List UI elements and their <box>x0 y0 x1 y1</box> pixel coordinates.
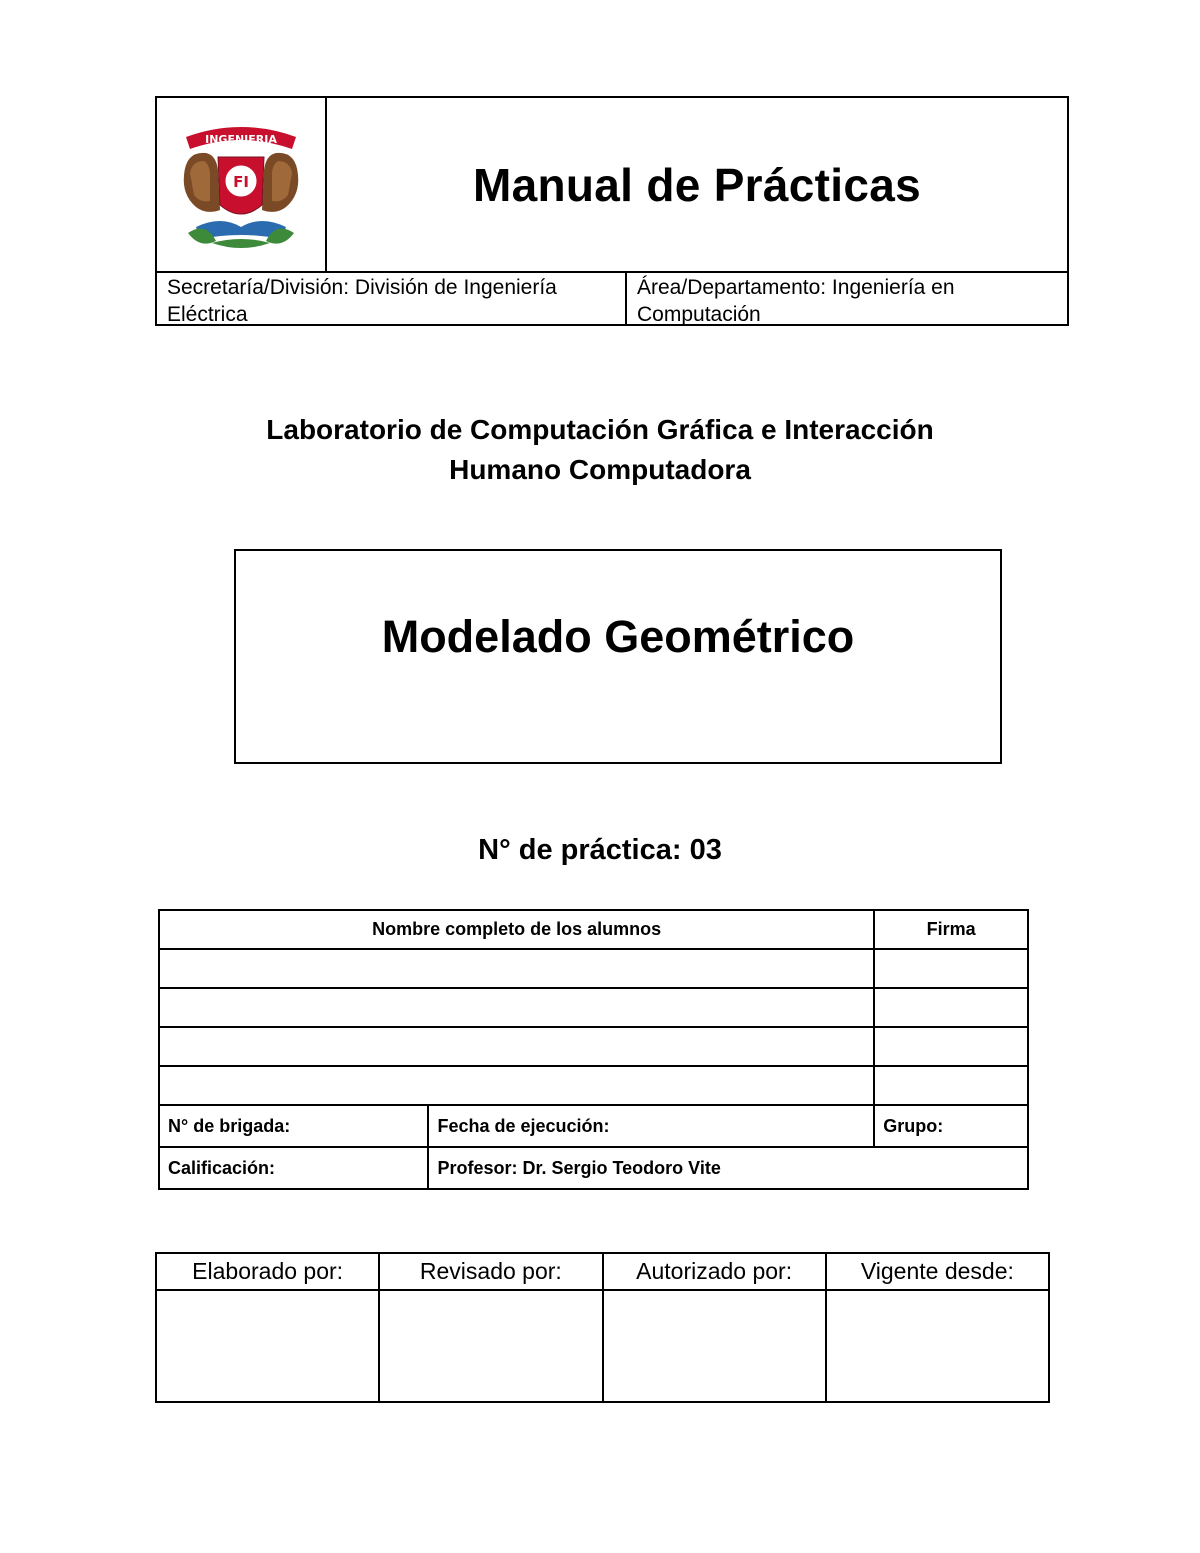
elaborated-by-header: Elaborado por: <box>156 1253 379 1290</box>
student-signature-cell[interactable] <box>874 1066 1028 1105</box>
student-signature-cell[interactable] <box>874 949 1028 988</box>
student-name-cell[interactable] <box>159 1066 874 1105</box>
logo-banner-text: INGENIERIA <box>205 132 277 146</box>
header-table <box>155 96 1069 326</box>
topic-box <box>234 549 1002 764</box>
student-name-cell[interactable] <box>159 949 874 988</box>
brigade-row <box>159 1105 1028 1147</box>
student-name-cell[interactable] <box>159 988 874 1027</box>
student-row <box>159 949 1028 988</box>
laboratory-title-line2: Humano Computadora <box>449 454 751 485</box>
student-name-cell[interactable] <box>159 1027 874 1066</box>
signature-header: Firma <box>874 910 1028 949</box>
area-departamento: Área/Departamento: Ingeniería en Computación <box>637 276 955 326</box>
practice-number: N° de práctica: 03 <box>478 834 722 866</box>
laboratory-title <box>150 410 1050 490</box>
faculty-logo <box>157 98 327 271</box>
brigade-number-label: N° de brigada: <box>159 1105 428 1147</box>
students-table <box>158 909 1029 1190</box>
reviewed-by-cell[interactable] <box>379 1290 602 1402</box>
student-row <box>159 1066 1028 1105</box>
grade-label: Calificación: <box>159 1147 428 1189</box>
valid-from-cell[interactable] <box>826 1290 1049 1402</box>
elaborated-by-cell[interactable] <box>156 1290 379 1402</box>
practice-topic: Modelado Geométrico <box>381 611 855 662</box>
logo-center-text: FI <box>233 172 249 191</box>
authorized-by-header: Autorizado por: <box>603 1253 826 1290</box>
student-signature-cell[interactable] <box>874 988 1028 1027</box>
secretaria-division: Secretaría/División: División de Ingeniería Eléctrica <box>157 273 627 326</box>
eagle-crest-icon <box>176 115 306 255</box>
group-label: Grupo: <box>874 1105 1028 1147</box>
approval-body-row <box>156 1290 1049 1402</box>
professor-label: Profesor: Dr. Sergio Teodoro Vite <box>428 1147 1028 1189</box>
manual-title: Manual de Prácticas <box>472 158 921 211</box>
valid-from-header: Vigente desde: <box>826 1253 1049 1290</box>
execution-date-label: Fecha de ejecución: <box>428 1105 874 1147</box>
student-row <box>159 1027 1028 1066</box>
students-table-header <box>159 910 1028 949</box>
student-signature-cell[interactable] <box>874 1027 1028 1066</box>
student-row <box>159 988 1028 1027</box>
student-name-header: Nombre completo de los alumnos <box>159 910 874 949</box>
laboratory-title-line1: Laboratorio de Computación Gráfica e Interacción <box>266 414 934 445</box>
approval-header-row <box>156 1253 1049 1290</box>
authorized-by-cell[interactable] <box>603 1290 826 1402</box>
grade-row <box>159 1147 1028 1189</box>
approval-table <box>155 1252 1050 1403</box>
header-info-row <box>157 271 1067 324</box>
reviewed-by-header: Revisado por: <box>379 1253 602 1290</box>
